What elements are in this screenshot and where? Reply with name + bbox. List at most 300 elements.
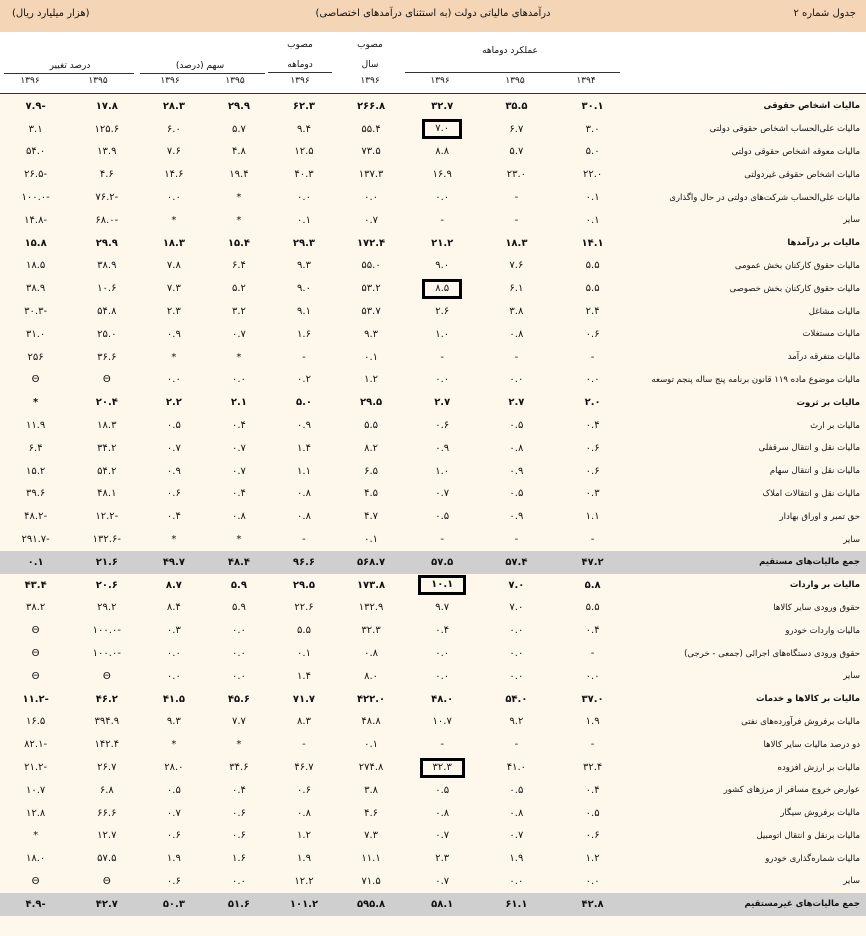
cell: ۱.۰ [435,465,450,477]
cell: * [236,739,242,751]
table-row [0,893,866,916]
table-row [0,483,866,506]
table-row [0,277,866,300]
row-label: مالیات اشخاص حقوقی [763,101,860,112]
cell: ۵۷.۵ [407,551,478,574]
row-label: مالیات حقوق کارکنان بخش خصوصی [729,283,860,294]
cell: ۰.۰ [166,670,181,682]
cell: ۶.۱ [509,283,524,295]
cell: ۰.۱ [585,192,600,204]
cell: ۰.۳ [166,625,181,637]
cell: -۱۰۰.۰ [21,192,50,204]
table-row [0,642,866,665]
cell: ۰.۷ [231,465,246,477]
cell: ۳۸.۹ [97,260,117,272]
table-title: درآمدهای مالیاتی دولت (به استثنای درآمدهای اختصاصی) [315,8,551,19]
cell: * [236,351,242,363]
table-row [0,209,866,232]
cell: ۰.۹ [509,465,524,477]
table-row [0,802,866,825]
cell: -۲۱.۲ [24,762,48,773]
cell: ۵.۷ [231,123,246,135]
cell: ۱۲.۵ [294,146,314,158]
cell: ۰.۷ [435,875,450,887]
cell: ۵۴.۰ [505,693,528,705]
cell [407,574,478,597]
cell: ۰.۰ [509,374,524,386]
table-row [0,300,866,323]
year-header: ۱۳۹۴ [576,76,596,86]
cell: ۴۵.۶ [227,693,250,705]
table-row [0,141,866,164]
row-label: حق تمبر و اوراق بهادار [779,511,860,522]
cell: ۷.۰ [509,602,524,614]
cell: ۲۸.۰ [164,762,184,773]
cell: -۳۰.۳ [24,306,48,318]
cell: -۱۰۰.۰ [92,648,121,660]
cell: ۷.۷ [231,716,246,728]
cell: ۰.۱ [297,648,311,660]
cell: ۵۳.۷ [361,306,381,318]
cell: ۲.۶ [435,306,450,318]
cell: ۷.۳ [166,283,181,295]
table-row [0,414,866,437]
cell: ۰.۷ [364,214,379,226]
cell: -۴.۹ [0,893,71,916]
cell: ۳۹۴.۹ [94,716,120,728]
cell: ۱۶.۵ [25,716,46,728]
cell: ۰.۰ [166,192,181,204]
table-row [0,733,866,756]
cell: ۶.۷ [509,123,524,135]
cell: ۳۹.۶ [25,488,46,500]
cell: ۲۵.۰ [97,328,117,340]
cell: ۰.۰ [435,374,450,386]
cell: ۰.۰ [231,648,246,660]
cell: ۱۴۲.۴ [94,739,120,751]
cell: ۵۶۸.۷ [335,551,406,574]
perf-group-label: عملکرد دوماهه [482,46,538,56]
cell: ۰.۶ [166,875,181,887]
cell: ۲۰.۶ [95,579,118,591]
cell: ۷.۸ [166,260,181,272]
cell: ۸.۲ [364,442,379,454]
cell: ۱۵.۸ [24,237,47,249]
table-number: جدول شماره ۲ [793,8,856,19]
row-label: عوارض خروج مسافر از مرزهای کشور [723,785,860,796]
cell: ۴۸.۸ [361,716,381,728]
cell: ۰.۵ [435,511,450,523]
cell: -۲۹۱.۷ [21,534,50,546]
row-label: مالیات موضوع ماده ۱۱۹ قانون برنامه پنج ساله پنجم توسعه [651,374,860,385]
cell: ۲.۱ [230,397,247,409]
cell: ۴۲.۷ [71,893,142,916]
cell: ۶۶.۶ [97,807,117,819]
cell: ۰.۸ [435,807,450,819]
cell: ۴۹.۷ [142,551,205,574]
cell: ۸.۷ [165,579,182,591]
cell: ۵۵.۰ [361,260,381,272]
cell: ۱.۲ [297,830,311,842]
cell: ۲.۰ [584,397,601,409]
cell: ۴.۶ [364,807,379,819]
table-row [0,825,866,848]
row-label: مالیات بر ارزش افزوده [777,762,860,773]
table-row [0,163,866,186]
cell: ۳۴.۲ [97,442,117,454]
cell: ۱۸.۳ [505,237,528,249]
share-group-label: سهم (درصد) [175,61,225,71]
row-label: مالیات معوقه اشخاص حقوقی دولتی [731,146,860,157]
cell: ۰.۷ [509,830,524,842]
cell: ۵۴.۲ [97,465,117,477]
cell: ۲.۳ [166,306,181,318]
cell: ۱۰۱.۲ [272,893,335,916]
cell: ۰.۰ [166,374,181,386]
cell: ۰.۴ [231,488,246,500]
cell: ۳۲.۳ [361,625,381,637]
cell: ۱۰.۷ [25,784,46,796]
cell: ۱.۲ [585,853,600,865]
cell: ۴.۵ [364,488,379,500]
cell: ۰.۸ [231,511,246,523]
cell: ۴۸.۰ [431,693,454,705]
row-label: جمع مالیات‌های مستقیم [630,551,866,574]
cell: ۹.۲ [509,716,524,728]
cell: * [171,534,177,546]
cell: ۱.۴ [297,670,311,682]
cell: - [590,534,595,546]
table-row [0,232,866,255]
cell: ۰.۰ [509,625,524,637]
cell: ۰.۰ [297,192,311,204]
cell: ۵۴.۰ [25,146,46,158]
cell: ۰.۹ [166,465,181,477]
row-label: جمع مالیات‌های غیرمستقیم [630,893,866,916]
row-label: مالیات نقل و انتقال سرقفلی [758,443,860,454]
row-label: مالیات متفرقه درآمد [787,352,860,363]
cell: ۱۳.۹ [97,146,117,158]
cell: ۵.۹ [230,579,247,591]
cell: ۴۸.۴ [205,551,272,574]
cell: ۸.۳ [297,716,311,728]
cell: ۷۳.۵ [361,146,381,158]
cell: ۲۰.۴ [95,397,118,409]
cell: ۰.۷ [231,328,246,340]
cell: ۱.۹ [297,853,311,865]
row-label: حقوق ورودی سایر کالاها [773,602,860,613]
cell: ۰.۸ [297,488,311,500]
cell: ۱.۶ [297,328,311,340]
cell: ۰.۷ [435,830,450,842]
cell: Θ [31,648,40,660]
cell: ۰.۰ [509,875,524,887]
table-row [0,688,866,711]
cell: -۴۸.۲ [24,511,48,523]
cell: ۲.۷ [508,397,525,409]
cell: ۶.۸ [99,784,114,796]
cell: ۱۵.۲ [25,465,46,477]
cell: ۲۶.۷ [97,762,117,773]
cell: - [514,214,519,226]
row-label: مالیات برفروش سیگار [780,808,860,819]
cell: ۴۶.۷ [294,762,314,773]
cell: ۱۷۲.۴ [356,237,386,249]
cell: ۰.۱ [364,534,379,546]
row-label: مالیات مستغلات [802,329,860,340]
cell: ۳۶.۶ [97,351,117,363]
cell: ۳۵.۵ [505,100,528,112]
cell: ۱۸.۳ [162,237,185,249]
cell: ۰.۱ [0,551,71,574]
column-header [0,32,866,94]
cell: - [590,351,595,363]
cell: -۱۰۰.۰ [92,625,121,637]
cell: ۰.۵ [509,488,524,500]
cell: ۰.۴ [585,625,600,637]
cell: ۹.۴ [297,123,311,135]
cell: - [440,534,444,546]
cell: ۳۱.۰ [25,328,46,340]
cell: - [514,739,519,751]
cell: Θ [31,670,40,682]
year-header: ۱۳۹۵ [225,76,245,86]
cell: * [236,534,242,546]
cell: ۹.۱ [297,306,311,318]
cell: ۱.۶ [231,853,246,865]
cell: -۱۱.۲ [22,693,49,705]
cell: ۱۰.۶ [97,283,117,295]
cell: ۵۰.۳ [142,893,205,916]
cell: ۱۲.۸ [25,807,46,819]
cell: ۰.۸ [297,807,311,819]
table-row [0,756,866,779]
row-label: سایر [843,215,860,226]
cell: ۱۵.۴ [227,237,250,249]
cell: ۵۷.۴ [478,551,555,574]
table-row [0,323,866,346]
cell: Θ [31,374,40,386]
cell: ۰.۰ [231,625,246,637]
cell: ۰.۸ [509,328,524,340]
cell: * [171,739,177,751]
cell: ۷.۰ [508,579,525,591]
cell: ۰.۰ [585,374,600,386]
cell: ۱۱.۱ [361,853,381,865]
cell: ۵.۲ [231,283,246,295]
cell: ۲۲.۰ [582,169,603,181]
cell: ۳۸.۲ [25,602,46,614]
cell: Θ [102,374,111,386]
cell: ۴۱.۰ [506,762,527,773]
cell: ۷۱.۵ [361,875,381,887]
cell: ۸.۰ [364,670,379,682]
cell: ۴.۶ [99,169,114,181]
table-row [0,619,866,642]
cell: ۳۷.۰ [581,693,604,705]
cell: ۳.۸ [364,784,379,796]
cell: ۱.۰ [435,328,450,340]
cell: Θ [102,670,111,682]
cell: ۴۷.۲ [555,551,630,574]
cell: ۲۳.۰ [506,169,527,181]
cell: ۵.۵ [364,420,379,432]
cell: ۱.۲ [364,374,379,386]
cell: ۰.۶ [585,830,600,842]
cell: - [590,739,595,751]
cell: ۰.۷ [166,807,181,819]
cell: ۴۰.۳ [294,169,314,181]
cell: ۸.۴ [166,602,181,614]
cell: ۰.۹ [297,420,311,432]
cell: ۰.۴ [166,511,181,523]
cell: ۲۹.۳ [292,237,316,249]
row-label: مالیات بر کالاها و خدمات [755,694,860,705]
cell: ۶۱.۱ [478,893,555,916]
cell: -۲۶.۵ [24,169,48,181]
cell: - [590,648,595,660]
table-row [0,779,866,802]
cell: ۳۲.۷ [431,100,454,112]
cell: ۰.۷ [435,488,450,500]
row-label: مالیات علی‌الحساب شرکت‌های دولتی در حال واگذاری [669,192,860,203]
cell: * [236,192,242,204]
cell [407,756,478,779]
cell: ۰.۶ [585,465,600,477]
cell: ۰.۴ [585,420,600,432]
table-row [0,574,866,597]
cell: -۸۲.۱ [24,739,48,751]
cell: Θ [31,875,40,887]
cell: ۰.۸ [297,511,311,523]
cell: ۱۸.۰ [25,853,46,865]
cell: ۰.۸ [509,442,524,454]
cell: ۲۱.۶ [71,551,142,574]
cell: ۱.۱ [585,511,600,523]
cell: ۰.۷ [231,442,246,454]
cell: ۰.۸ [364,648,379,660]
row-label: مالیات مشاغل [808,306,860,317]
cell: ۳.۰ [585,123,600,135]
cell: ۷۱.۷ [292,693,316,705]
cell: - [514,192,519,204]
cell: ۲۹.۲ [97,602,117,614]
table-row [0,528,866,551]
cell: * [171,214,177,226]
cell: ۱.۹ [166,853,181,865]
cell: ۲۹.۵ [292,579,316,591]
cell: ۰.۶ [231,830,246,842]
approved-2m-l2: دوماهه [287,60,313,70]
highlighted-value: ۸.۵ [422,279,462,299]
cell: ۰.۴ [231,420,246,432]
cell: ۱۰.۷ [432,716,452,728]
cell: - [514,351,519,363]
cell: * [33,830,39,842]
row-label: مالیات علی‌الحساب اشخاص حقوقی دولتی [709,124,860,135]
cell: ۳.۸ [509,306,524,318]
cell: ۹.۳ [364,328,379,340]
cell: ۳۴.۶ [229,762,249,773]
cell: - [514,534,519,546]
cell: ۰.۵ [435,784,450,796]
unit-label: (هزار میلیارد ریال) [12,8,90,19]
cell: ۹.۰ [435,260,450,272]
cell: ۰.۰ [231,374,246,386]
cell: ۰.۰ [585,875,600,887]
table-row [0,551,866,574]
cell: ۱۷.۸ [95,100,118,112]
cell: ۰.۰ [509,670,524,682]
cell: ۰.۰ [231,670,246,682]
cell: ۰.۲ [297,374,311,386]
cell: Θ [102,875,111,887]
cell: ۲۱.۲ [431,237,454,249]
cell: ۴.۸ [231,146,246,158]
cell: ۹.۷ [435,602,450,614]
cell: ۰.۱ [297,214,311,226]
table-row [0,847,866,870]
cell: ۱۲.۲ [294,875,314,887]
cell: ۱۴.۶ [164,169,184,181]
cell: ۵۱.۶ [205,893,272,916]
year-header: ۱۳۹۶ [290,76,310,86]
cell: ۰.۱ [585,214,600,226]
cell: * [171,351,177,363]
table-row [0,665,866,688]
cell: ۹۶.۶ [272,551,335,574]
cell: ۱.۹ [509,853,524,865]
cell: ۱۸.۳ [97,420,117,432]
cell: -۷.۹ [25,100,46,112]
cell: ۰.۹ [509,511,524,523]
cell: ۲۶۶.۸ [356,100,386,112]
cell: -۱۲.۲ [95,511,119,523]
table-row [0,255,866,278]
year-header: ۱۳۹۶ [160,76,180,86]
change-group-label: درصد تغییر [49,61,91,71]
cell: ۵.۸ [584,579,601,591]
cell: -۷۶.۲ [95,192,119,204]
approved-2m-l1: مصوب [287,40,313,50]
cell: ۱.۱ [297,465,311,477]
cell: - [440,739,444,751]
highlighted-value: ۱۰.۱ [418,575,466,595]
row-label: مالیات اشخاص حقوقی غیردولتی [744,169,860,180]
year-header: ۱۳۹۵ [88,76,108,86]
cell: ۰.۰ [364,192,379,204]
cell: Θ [31,625,40,637]
cell: ۰.۶ [297,784,311,796]
year-header: ۱۳۹۶ [360,76,380,86]
table-row [0,95,866,118]
cell: ۰.۴ [435,625,450,637]
highlighted-value: ۳۲.۳ [420,758,465,778]
cell: ۶۲.۳ [292,100,316,112]
cell: ۳.۱ [28,123,43,135]
row-label: مالیات نقل و انتقال سهام [769,466,860,477]
cell: ۱۲.۷ [97,830,117,842]
cell: ۳.۲ [231,306,246,318]
cell: - [440,351,444,363]
cell: ۲۲.۶ [294,602,314,614]
cell: ۵۵.۴ [361,123,381,135]
cell: ۹.۰ [297,283,311,295]
table-row [0,346,866,369]
row-label: حقوق ورودی دستگاه‌های اجرائی (جمعی - خرجی) [684,648,860,659]
cell: ۰.۴ [231,784,246,796]
cell: ۵۹۵.۸ [335,893,406,916]
